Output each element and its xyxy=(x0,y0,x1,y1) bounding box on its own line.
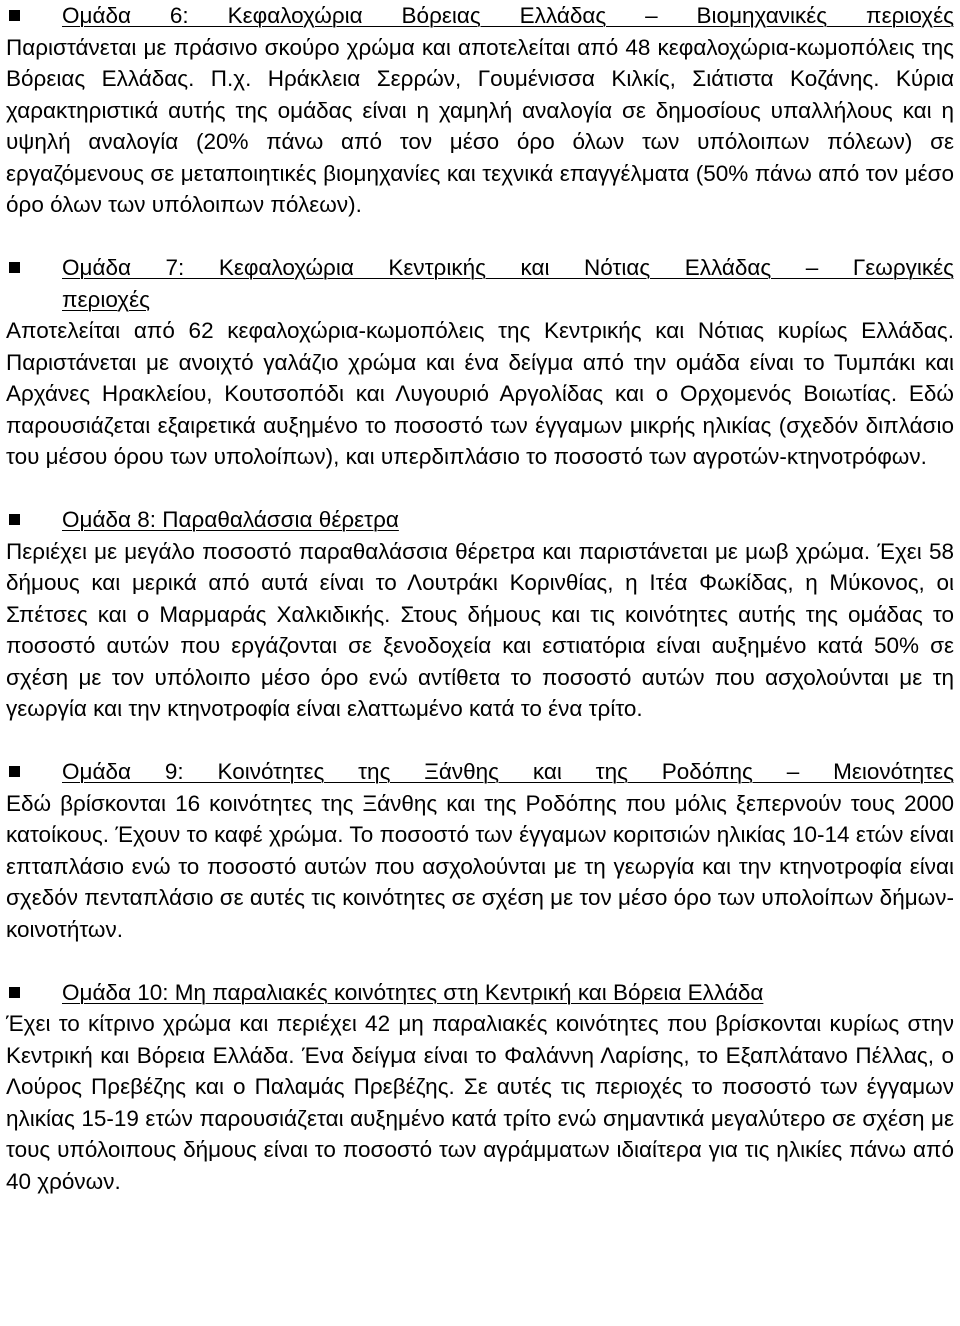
section-group-10 xyxy=(6,977,954,1198)
paragraph-gap xyxy=(6,725,954,757)
section-group-7 xyxy=(6,252,954,473)
section-body: Αποτελείται από 62 κεφαλοχώρια-κωμοπόλεις της Κεντρικής και Νότιας κυρίως Ελλάδας. Παριστάνεται με ανοιχτό γαλάζιο χρώμα και ένα δείγμα από την ομάδα είναι το Τυμπάκι και Αρχάνες Ηρακλείου, Κουτσοπόδι και Λυγουριό Αργολίδας και ο Ορχομενός Βοιωτίας. Εδώ παρουσιάζεται εξαιρετικά αυξημένο το ποσοστό των έγγαμων μικρής ηλικίας (σχεδόν διπλάσιο του μέσου όρου των υπολοίπων), και υπερδιπλάσιο το ποσοστό των αγροτών-κτηνοτρόφων. xyxy=(6,318,954,469)
section-title: Ομάδα 7: Κεφαλοχώρια Κεντρικής και Νότιας Ελλάδας – Γεωργικές xyxy=(62,255,954,280)
section-group-6 xyxy=(6,0,954,221)
section-title: Ομάδα 8: Παραθαλάσσια θέρετρα xyxy=(62,507,399,532)
section-heading xyxy=(6,0,954,32)
paragraph-gap xyxy=(6,221,954,253)
square-bullet-icon xyxy=(9,514,20,525)
section-heading xyxy=(6,252,954,284)
section-title-continuation xyxy=(6,284,954,316)
paragraph-gap xyxy=(6,945,954,977)
section-body: Εδώ βρίσκονται 16 κοινότητες της Ξάνθης και της Ροδόπης που μόλις ξεπερνούν τους 2000 κατοίκους. Έχουν το καφέ χρώμα. Το ποσοστό των έγγαμων κοριτσιών ηλικίας 10-14 ετών είναι επταπλάσιο ενώ το ποσοστό αυτών που ασχολούνται με τη γεωργία και την κτηνοτροφία είναι σχεδόν πενταπλάσιο σε αυτές τις κοινότητες σε σχέση με τον μέσο όρο των υπολοίπων δήμων-κοινοτήτων. xyxy=(6,790,954,942)
section-heading xyxy=(6,756,954,788)
section-title: Ομάδα 10: Μη παραλιακές κοινότητες στη Κεντρική και Βόρεια Ελλάδα xyxy=(62,979,764,1005)
section-title: Ομάδα 6: Κεφαλοχώρια Βόρειας Ελλάδας – Βιομηχανικές περιοχές xyxy=(62,3,954,28)
section-body: Έχει το κίτρινο χρώμα και περιέχει 42 μη παραλιακές κοινότητες που βρίσκονται κυρίως στην Κεντρική και Βόρεια Ελλάδα. Ένα δείγμα είναι το Φαλάννη Λαρίσης, το Εξαπλάτανο Πέλλας, ο Λούρος Πρεβέζης και ο Παλαμάς Πρεβέζης. Σε αυτές τις περιοχές το ποσοστό των έγγαμων ηλικίας 15-19 ετών παρουσιάζεται αυξημένο κατά τρίτο ενώ σημαντικά μεγαλύτερο σε σχέση με τους υπόλοιπους δήμους είναι το ποσοστό των αγράμματων ιδιαίτερα για τις ηλικίες πάνω από 40 χρόνων. xyxy=(6,1011,954,1194)
square-bullet-icon xyxy=(9,987,20,998)
section-body: Παριστάνεται με πράσινο σκούρο χρώμα και αποτελείται από 48 κεφαλοχώρια-κωμοπόλεις της Βόρειας Ελλάδας. Π.χ. Ηράκλεια Σερρών, Γουμένισσα Κιλκίς, Σιάτιστα Κοζάνης. Κύρια χαρακτηριστικά αυτής της ομάδας είναι η χαμηλή αναλογία σε δημοσίους υπαλλήλους και η υψηλή αναλογία (20% πάνω από τον μέσο όρο όλων των υπόλοιπων πόλεων) σε εργαζόμενους σε μεταποιητικές βιομηχανίες και τεχνικά επαγγέλματα (50% πάνω από τον μέσο όρο όλων των υπόλοιπων πόλεων). xyxy=(6,34,954,217)
section-group-9 xyxy=(6,756,954,945)
section-body: Περιέχει με μεγάλο ποσοστό παραθαλάσσια θέρετρα και παριστάνεται με μωβ χρώμα. Έχει 58 δήμους και μερικά από αυτά είναι το Λουτράκι Κορινθίας, η Ιτέα Φωκίδας, η Μύκονος, οι Σπέτσες και ο Μαρμαράς Χαλκιδικής. Στους δήμους και τις κοινότητες αυτής της ομάδας το ποσοστό αυτών που εργάζονται σε ξενοδοχεία και εστιατόρια είναι αυξημένο κατά 50% σε σχέση με τον υπόλοιπο μέσο όρο ενώ αντίθετα το ποσοστό αυτών που ασχολούνται με τη γεωργία και την κτηνοτροφία είναι ελαττωμένο κατά το ένα τρίτο. xyxy=(6,538,954,721)
square-bullet-icon xyxy=(9,10,20,21)
section-heading xyxy=(6,504,954,536)
square-bullet-icon xyxy=(9,262,20,273)
section-group-8 xyxy=(6,504,954,725)
square-bullet-icon xyxy=(9,766,20,777)
section-title: Ομάδα 9: Κοινότητες της Ξάνθης και της Ροδόπης – Μειονότητες xyxy=(62,759,954,784)
section-heading xyxy=(6,977,954,1009)
section-title-cont: περιοχές xyxy=(62,286,150,312)
paragraph-gap xyxy=(6,473,954,505)
